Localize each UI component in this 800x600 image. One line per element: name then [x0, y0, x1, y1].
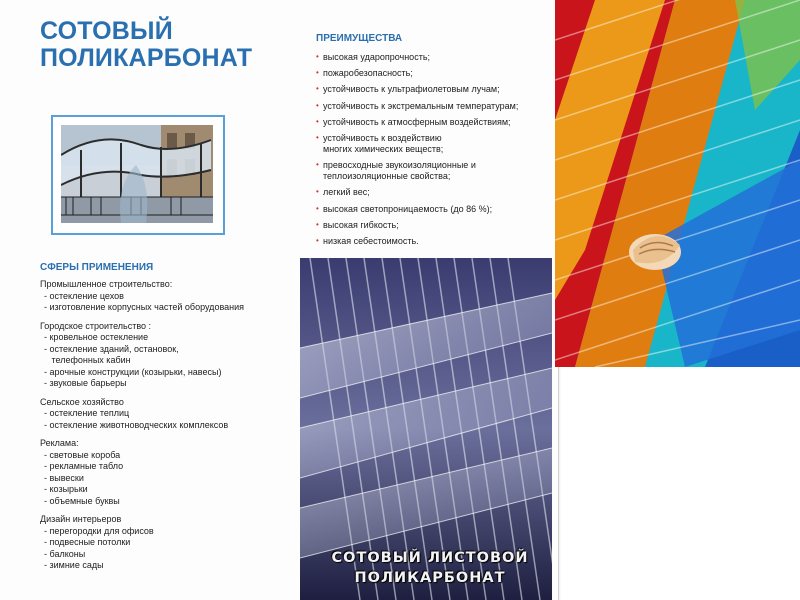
clear-sheets-photo — [300, 258, 552, 600]
application-group-title: Реклама: — [40, 438, 79, 448]
bullet-icon: • — [316, 187, 319, 197]
advantage-item: • превосходные звукоизоляционные и — [316, 160, 476, 171]
application-item: - зимние сады — [44, 560, 104, 570]
application-item: - рекламные табло — [44, 461, 124, 471]
application-group — [40, 514, 290, 572]
canopy-photo — [61, 125, 213, 223]
application-group — [40, 397, 290, 432]
application-group-title: Городское строительство : — [40, 320, 152, 331]
advantage-item: • низкая себестоимость. — [316, 235, 419, 246]
application-item: - подвесные потолки — [44, 537, 131, 547]
application-group — [40, 279, 290, 314]
application-item: - остекление цехов — [44, 290, 124, 301]
advantage-item: • устойчивость к воздействию — [316, 132, 442, 143]
application-item: телефонных кабин — [44, 355, 131, 365]
application-item: - объемные буквы — [44, 495, 120, 506]
application-item: - звуковые барьеры — [44, 378, 127, 388]
advantage-item: • высокая ударопрочность; — [316, 52, 431, 62]
application-item: - козырьки — [44, 484, 88, 494]
bullet-icon: • — [316, 219, 319, 229]
brochure-title — [40, 18, 290, 72]
sheets-caption — [310, 548, 550, 588]
advantage-item: • устойчивость к ультрафиолетовым лучам; — [316, 84, 500, 95]
advantages-list — [316, 52, 546, 252]
bullet-icon: • — [316, 116, 319, 126]
application-item: - остекление животноводческих комплексов — [44, 419, 229, 430]
application-item: - остекление теплиц — [44, 408, 130, 418]
advantage-item: • легкий вес; — [316, 187, 370, 198]
application-group-title: Сельское хозяйство — [40, 396, 124, 407]
bullet-icon: • — [316, 68, 319, 78]
title-line-1: СОТОВЫЙ — [40, 17, 173, 45]
advantage-item: • устойчивость к экстремальным температурам; — [316, 100, 519, 111]
advantage-item-continuation: многих химических веществ; — [323, 143, 444, 154]
bullet-icon: • — [316, 132, 319, 142]
application-item: - арочные конструкции (козырьки, навесы) — [44, 366, 222, 377]
bullet-icon: • — [316, 235, 319, 245]
applications-list — [40, 279, 290, 579]
seashell-icon — [629, 234, 681, 270]
application-item: - перегородки для офисов — [44, 525, 154, 536]
caption-line-2: ПОЛИКАРБОНАТ — [354, 570, 506, 586]
application-group — [40, 321, 290, 390]
application-item: - остекление зданий, остановок, — [44, 343, 179, 354]
advantage-item: • высокая светопроницаемость (до 86 %); — [316, 203, 493, 214]
application-item: - кровельное остекление — [44, 332, 149, 342]
caption-line-1: СОТОВЫЙ ЛИСТОВОЙ — [331, 550, 529, 566]
canopy-photo-frame — [51, 115, 225, 235]
bullet-icon: • — [316, 100, 319, 110]
colored-sheets-photo — [555, 0, 800, 367]
bullet-icon: • — [316, 84, 319, 94]
bullet-icon: • — [316, 52, 319, 61]
application-item: - световые короба — [44, 449, 121, 460]
application-group — [40, 438, 290, 507]
application-item: - изготовление корпусных частей оборудования — [44, 302, 244, 312]
advantage-item: • устойчивость к атмосферным воздействиям; — [316, 116, 511, 127]
title-line-2: ПОЛИКАРБОНАТ — [40, 44, 253, 72]
advantage-item-continuation: теплоизоляционные свойства; — [323, 171, 451, 182]
advantage-item: • пожаробезопасность; — [316, 68, 413, 79]
application-item: - вывески — [44, 472, 84, 483]
applications-heading: СФЕРЫ ПРИМЕНЕНИЯ — [40, 262, 154, 273]
bullet-icon: • — [316, 160, 319, 170]
application-item: - балконы — [44, 548, 86, 559]
advantages-heading: ПРЕИМУЩЕСТВА — [316, 33, 403, 44]
application-group-title: Промышленное строительство: — [40, 279, 173, 289]
advantage-item: • высокая гибкость; — [316, 219, 399, 230]
bullet-icon: • — [316, 203, 319, 213]
application-group-title: Дизайн интерьеров — [40, 514, 122, 524]
